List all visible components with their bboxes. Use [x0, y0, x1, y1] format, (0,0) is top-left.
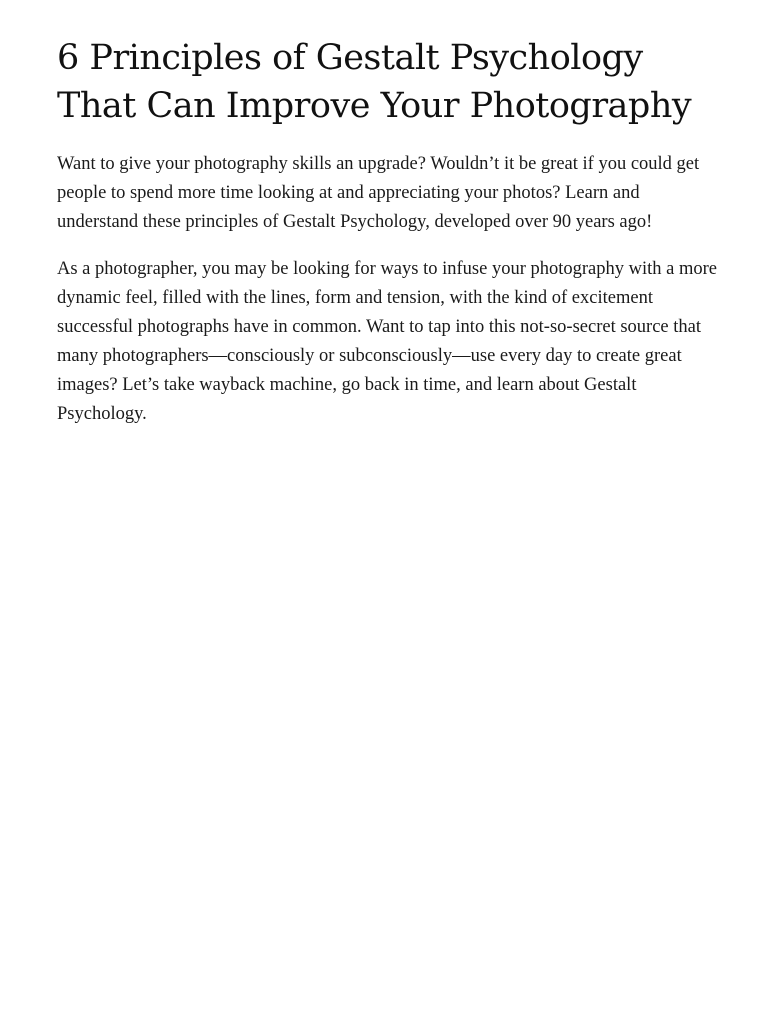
intro-paragraph: Want to give your photography skills an upgrade? Wouldn’t it be great if you could get people to spend more time looking at and appreciating your photos? Learn and understand these principles of Gestalt Psychology, developed over 90 years ago! [57, 154, 700, 232]
body-paragraph: As a photographer, you may be looking for ways to infuse your photography with a more dynamic feel, filled with the lines, form and tension, with the kind of excitement successful photographs have in common. Want to tap into this not-so-secret source that many photographers—consciously or subconsciously—use every day to create great images? Let’s take wayback machine, go back in time, and learn about Gestalt Psychology. [57, 259, 717, 424]
article [57, 34, 717, 429]
article-title: 6 Principles of Gestalt Psychology That Can Improve Your Photography [57, 38, 692, 126]
